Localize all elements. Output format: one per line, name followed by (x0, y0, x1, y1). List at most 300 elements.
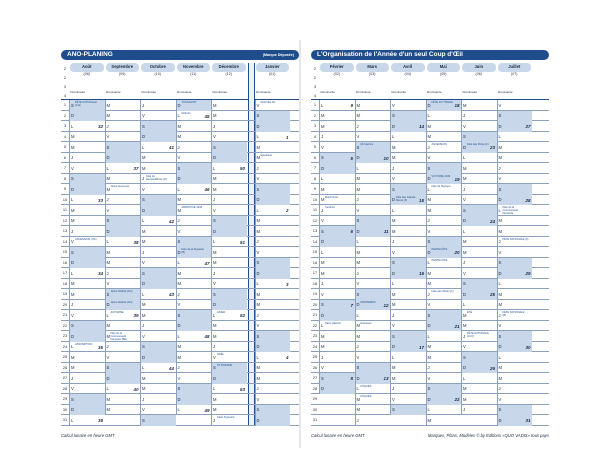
day-cell[interactable] (497, 153, 533, 164)
day-cell[interactable] (176, 184, 212, 195)
day-cell[interactable] (390, 321, 426, 332)
day-cell[interactable] (176, 289, 212, 300)
day-cell[interactable] (255, 310, 291, 321)
day-cell[interactable] (461, 195, 497, 206)
day-cell[interactable] (176, 226, 212, 237)
day-cell[interactable] (140, 100, 176, 111)
day-cell[interactable] (497, 342, 533, 353)
day-cell[interactable] (355, 247, 391, 258)
day-cell[interactable] (461, 310, 497, 321)
day-cell[interactable] (140, 163, 176, 174)
day-cell[interactable] (319, 142, 355, 153)
day-cell[interactable] (390, 331, 426, 342)
day-cell[interactable] (497, 310, 533, 321)
day-cell[interactable] (69, 405, 105, 416)
day-cell[interactable] (105, 205, 141, 216)
day-cell[interactable] (497, 415, 533, 426)
day-cell[interactable] (255, 153, 291, 164)
day-cell[interactable] (497, 384, 533, 395)
day-cell[interactable] (426, 216, 462, 227)
day-cell[interactable] (105, 142, 141, 153)
day-cell[interactable] (390, 405, 426, 416)
day-cell[interactable] (319, 132, 355, 143)
day-cell[interactable] (390, 142, 426, 153)
day-cell[interactable] (461, 331, 497, 342)
day-cell[interactable] (461, 247, 497, 258)
day-cell[interactable] (497, 352, 533, 363)
day-cell[interactable] (140, 121, 176, 132)
day-cell[interactable] (176, 373, 212, 384)
day-cell[interactable] (105, 331, 141, 342)
day-cell[interactable] (255, 163, 291, 174)
day-cell[interactable] (390, 205, 426, 216)
day-cell[interactable] (69, 163, 105, 174)
day-cell[interactable] (461, 300, 497, 311)
day-cell[interactable] (211, 373, 247, 384)
day-cell[interactable] (355, 394, 391, 405)
day-cell[interactable] (355, 331, 391, 342)
day-cell[interactable] (426, 247, 462, 258)
day-cell[interactable] (426, 279, 462, 290)
day-cell[interactable] (461, 363, 497, 374)
day-cell[interactable] (69, 394, 105, 405)
day-cell[interactable] (69, 195, 105, 206)
day-cell[interactable] (69, 415, 105, 426)
day-cell[interactable] (355, 289, 391, 300)
day-cell[interactable] (355, 342, 391, 353)
day-cell[interactable] (105, 163, 141, 174)
day-cell[interactable] (319, 100, 355, 111)
day-cell[interactable] (319, 205, 355, 216)
day-cell[interactable] (211, 205, 247, 216)
day-cell[interactable] (319, 300, 355, 311)
day-cell[interactable] (255, 237, 291, 248)
day-cell[interactable] (319, 153, 355, 164)
day-cell[interactable] (140, 352, 176, 363)
day-cell[interactable] (355, 405, 391, 416)
day-cell[interactable] (69, 300, 105, 311)
day-cell[interactable] (140, 153, 176, 164)
day-cell[interactable] (255, 184, 291, 195)
day-cell[interactable] (461, 142, 497, 153)
day-cell[interactable] (211, 342, 247, 353)
day-cell[interactable] (69, 279, 105, 290)
day-cell[interactable] (255, 205, 291, 216)
day-cell[interactable] (105, 321, 141, 332)
day-cell[interactable] (105, 352, 141, 363)
day-cell[interactable] (176, 394, 212, 405)
day-cell[interactable] (255, 268, 291, 279)
day-cell[interactable] (355, 373, 391, 384)
day-cell[interactable] (211, 121, 247, 132)
day-cell[interactable] (105, 226, 141, 237)
day-cell[interactable] (255, 373, 291, 384)
day-cell[interactable] (426, 268, 462, 279)
day-cell[interactable] (211, 174, 247, 185)
day-cell[interactable] (390, 363, 426, 374)
day-cell[interactable] (211, 415, 247, 426)
day-cell[interactable] (355, 111, 391, 122)
day-cell[interactable] (140, 268, 176, 279)
day-cell[interactable] (319, 352, 355, 363)
day-cell[interactable] (211, 226, 247, 237)
day-cell[interactable] (255, 342, 291, 353)
day-cell[interactable] (69, 352, 105, 363)
day-cell[interactable] (355, 121, 391, 132)
day-cell[interactable] (390, 111, 426, 122)
day-cell[interactable] (140, 300, 176, 311)
day-cell[interactable] (426, 289, 462, 300)
day-cell[interactable] (105, 394, 141, 405)
day-cell[interactable] (390, 121, 426, 132)
day-cell[interactable] (319, 289, 355, 300)
day-cell[interactable] (211, 247, 247, 258)
day-cell[interactable] (140, 394, 176, 405)
day-cell[interactable] (176, 363, 212, 374)
day-cell[interactable] (497, 268, 533, 279)
day-cell[interactable] (255, 195, 291, 206)
day-cell[interactable] (69, 121, 105, 132)
day-cell[interactable] (461, 205, 497, 216)
day-cell[interactable] (105, 174, 141, 185)
day-cell[interactable] (211, 153, 247, 164)
day-cell[interactable] (497, 216, 533, 227)
day-cell[interactable] (461, 153, 497, 164)
day-cell[interactable] (497, 394, 533, 405)
day-cell[interactable] (105, 121, 141, 132)
day-cell[interactable] (69, 100, 105, 111)
day-cell[interactable] (211, 352, 247, 363)
day-cell[interactable] (105, 373, 141, 384)
day-cell[interactable] (390, 226, 426, 237)
day-cell[interactable] (426, 415, 462, 426)
day-cell[interactable] (69, 174, 105, 185)
day-cell[interactable] (497, 363, 533, 374)
day-cell[interactable] (140, 331, 176, 342)
day-cell[interactable] (497, 226, 533, 237)
day-cell[interactable] (426, 100, 462, 111)
day-cell[interactable] (426, 184, 462, 195)
day-cell[interactable] (211, 405, 247, 416)
day-cell[interactable] (390, 268, 426, 279)
day-cell[interactable] (497, 205, 533, 216)
day-cell[interactable] (319, 279, 355, 290)
day-cell[interactable] (426, 331, 462, 342)
day-cell[interactable] (105, 268, 141, 279)
day-cell[interactable] (176, 300, 212, 311)
day-cell[interactable] (211, 258, 247, 269)
day-cell[interactable] (497, 331, 533, 342)
day-cell[interactable] (211, 163, 247, 174)
day-cell[interactable] (461, 373, 497, 384)
day-cell[interactable] (69, 184, 105, 195)
day-cell[interactable] (319, 373, 355, 384)
day-cell[interactable] (255, 226, 291, 237)
day-cell[interactable] (355, 132, 391, 143)
day-cell[interactable] (211, 321, 247, 332)
day-cell[interactable] (426, 384, 462, 395)
day-cell[interactable] (355, 174, 391, 185)
day-cell[interactable] (461, 405, 497, 416)
day-cell[interactable] (319, 121, 355, 132)
day-cell[interactable] (140, 321, 176, 332)
day-cell[interactable] (140, 216, 176, 227)
day-cell[interactable] (255, 132, 291, 143)
day-cell[interactable] (255, 216, 291, 227)
day-cell[interactable] (390, 153, 426, 164)
day-cell[interactable] (497, 289, 533, 300)
day-cell[interactable] (426, 205, 462, 216)
day-cell[interactable] (426, 195, 462, 206)
day-cell[interactable] (497, 300, 533, 311)
day-cell[interactable] (390, 237, 426, 248)
day-cell[interactable] (211, 268, 247, 279)
day-cell[interactable] (140, 247, 176, 258)
day-cell[interactable] (176, 405, 212, 416)
day-cell[interactable] (69, 132, 105, 143)
day-cell[interactable] (355, 184, 391, 195)
day-cell[interactable] (105, 216, 141, 227)
day-cell[interactable] (211, 216, 247, 227)
day-cell[interactable] (105, 195, 141, 206)
day-cell[interactable] (211, 289, 247, 300)
day-cell[interactable] (140, 195, 176, 206)
day-cell[interactable] (426, 352, 462, 363)
day-cell[interactable] (105, 247, 141, 258)
day-cell[interactable] (176, 153, 212, 164)
day-cell[interactable] (355, 258, 391, 269)
day-cell[interactable] (105, 405, 141, 416)
day-cell[interactable] (355, 142, 391, 153)
day-cell[interactable] (105, 342, 141, 353)
day-cell[interactable] (355, 226, 391, 237)
day-cell[interactable] (176, 331, 212, 342)
day-cell[interactable] (105, 363, 141, 374)
day-cell[interactable] (497, 132, 533, 143)
day-cell[interactable] (390, 342, 426, 353)
day-cell[interactable] (390, 289, 426, 300)
day-cell[interactable] (255, 289, 291, 300)
day-cell[interactable] (211, 310, 247, 321)
day-cell[interactable] (497, 247, 533, 258)
day-cell[interactable] (255, 394, 291, 405)
day-cell[interactable] (140, 289, 176, 300)
day-cell[interactable] (497, 279, 533, 290)
day-cell[interactable] (176, 111, 212, 122)
day-cell[interactable] (211, 363, 247, 374)
day-cell[interactable] (390, 174, 426, 185)
day-cell[interactable] (355, 205, 391, 216)
day-cell[interactable] (426, 132, 462, 143)
day-cell[interactable] (176, 258, 212, 269)
day-cell[interactable] (176, 216, 212, 227)
day-cell[interactable] (426, 373, 462, 384)
day-cell[interactable] (461, 226, 497, 237)
day-cell[interactable] (255, 111, 291, 122)
day-cell[interactable] (176, 195, 212, 206)
day-cell[interactable] (140, 184, 176, 195)
day-cell[interactable] (211, 184, 247, 195)
day-cell[interactable] (461, 279, 497, 290)
day-cell[interactable] (319, 331, 355, 342)
day-cell[interactable] (426, 237, 462, 248)
day-cell[interactable] (211, 279, 247, 290)
day-cell[interactable] (390, 394, 426, 405)
day-cell[interactable] (105, 111, 141, 122)
day-cell[interactable] (355, 352, 391, 363)
day-cell[interactable] (176, 279, 212, 290)
day-cell[interactable] (176, 142, 212, 153)
day-cell[interactable] (497, 258, 533, 269)
day-cell[interactable] (69, 342, 105, 353)
day-cell[interactable] (140, 205, 176, 216)
day-cell[interactable] (497, 174, 533, 185)
day-cell[interactable] (390, 258, 426, 269)
day-cell[interactable] (105, 153, 141, 164)
day-cell[interactable] (355, 195, 391, 206)
day-cell[interactable] (319, 247, 355, 258)
day-cell[interactable] (355, 384, 391, 395)
day-cell[interactable] (255, 352, 291, 363)
day-cell[interactable] (176, 268, 212, 279)
day-cell[interactable] (105, 100, 141, 111)
day-cell[interactable] (497, 321, 533, 332)
day-cell[interactable] (105, 300, 141, 311)
day-cell[interactable] (255, 415, 291, 426)
day-cell[interactable] (255, 174, 291, 185)
day-cell[interactable] (461, 384, 497, 395)
day-cell[interactable] (426, 300, 462, 311)
day-cell[interactable] (140, 226, 176, 237)
day-cell[interactable] (69, 205, 105, 216)
day-cell[interactable] (390, 184, 426, 195)
day-cell[interactable] (319, 195, 355, 206)
day-cell[interactable] (319, 342, 355, 353)
day-cell[interactable] (105, 384, 141, 395)
day-cell[interactable] (211, 237, 247, 248)
day-cell[interactable] (69, 258, 105, 269)
day-cell[interactable] (105, 184, 141, 195)
day-cell[interactable] (426, 394, 462, 405)
day-cell[interactable] (497, 142, 533, 153)
day-cell[interactable] (426, 258, 462, 269)
day-cell[interactable] (426, 153, 462, 164)
day-cell[interactable] (255, 384, 291, 395)
day-cell[interactable] (355, 163, 391, 174)
day-cell[interactable] (255, 321, 291, 332)
day-cell[interactable] (211, 331, 247, 342)
day-cell[interactable] (211, 111, 247, 122)
day-cell[interactable] (426, 121, 462, 132)
day-cell[interactable] (176, 205, 212, 216)
day-cell[interactable] (426, 174, 462, 185)
day-cell[interactable] (319, 226, 355, 237)
day-cell[interactable] (176, 121, 212, 132)
day-cell[interactable] (140, 279, 176, 290)
day-cell[interactable] (319, 111, 355, 122)
day-cell[interactable] (255, 331, 291, 342)
day-cell[interactable] (426, 111, 462, 122)
day-cell[interactable] (140, 237, 176, 248)
day-cell[interactable] (140, 373, 176, 384)
day-cell[interactable] (255, 258, 291, 269)
day-cell[interactable] (426, 163, 462, 174)
day-cell[interactable] (355, 279, 391, 290)
day-cell[interactable] (140, 384, 176, 395)
day-cell[interactable] (176, 384, 212, 395)
day-cell[interactable] (69, 289, 105, 300)
day-cell[interactable] (255, 247, 291, 258)
day-cell[interactable] (176, 310, 212, 321)
day-cell[interactable] (461, 184, 497, 195)
day-cell[interactable] (355, 415, 391, 426)
day-cell[interactable] (426, 310, 462, 321)
day-cell[interactable] (497, 237, 533, 248)
day-cell[interactable] (355, 300, 391, 311)
day-cell[interactable] (461, 394, 497, 405)
day-cell[interactable] (140, 132, 176, 143)
day-cell[interactable] (69, 363, 105, 374)
day-cell[interactable] (497, 195, 533, 206)
day-cell[interactable] (105, 289, 141, 300)
day-cell[interactable] (355, 268, 391, 279)
day-cell[interactable] (69, 373, 105, 384)
day-cell[interactable] (461, 174, 497, 185)
day-cell[interactable] (105, 310, 141, 321)
day-cell[interactable] (105, 258, 141, 269)
day-cell[interactable] (497, 100, 533, 111)
day-cell[interactable] (461, 237, 497, 248)
day-cell[interactable] (390, 310, 426, 321)
day-cell[interactable] (390, 132, 426, 143)
day-cell[interactable] (69, 153, 105, 164)
day-cell[interactable] (390, 279, 426, 290)
day-cell[interactable] (176, 247, 212, 258)
day-cell[interactable] (426, 321, 462, 332)
day-cell[interactable] (69, 111, 105, 122)
day-cell[interactable] (255, 142, 291, 153)
day-cell[interactable] (176, 237, 212, 248)
day-cell[interactable] (355, 153, 391, 164)
day-cell[interactable] (140, 405, 176, 416)
day-cell[interactable] (461, 289, 497, 300)
day-cell[interactable] (211, 132, 247, 143)
day-cell[interactable] (255, 100, 291, 111)
day-cell[interactable] (319, 163, 355, 174)
day-cell[interactable] (497, 111, 533, 122)
day-cell[interactable] (211, 384, 247, 395)
day-cell[interactable] (211, 394, 247, 405)
day-cell[interactable] (390, 163, 426, 174)
day-cell[interactable] (461, 121, 497, 132)
day-cell[interactable] (390, 300, 426, 311)
day-cell[interactable] (176, 132, 212, 143)
day-cell[interactable] (255, 300, 291, 311)
day-cell[interactable] (426, 342, 462, 353)
day-cell[interactable] (105, 132, 141, 143)
day-cell[interactable] (176, 342, 212, 353)
day-cell[interactable] (461, 216, 497, 227)
day-cell[interactable] (426, 363, 462, 374)
day-cell[interactable] (211, 195, 247, 206)
day-cell[interactable] (355, 216, 391, 227)
day-cell[interactable] (140, 258, 176, 269)
day-cell[interactable] (255, 121, 291, 132)
day-cell[interactable] (390, 100, 426, 111)
day-cell[interactable] (461, 352, 497, 363)
day-cell[interactable] (426, 142, 462, 153)
day-cell[interactable] (319, 268, 355, 279)
